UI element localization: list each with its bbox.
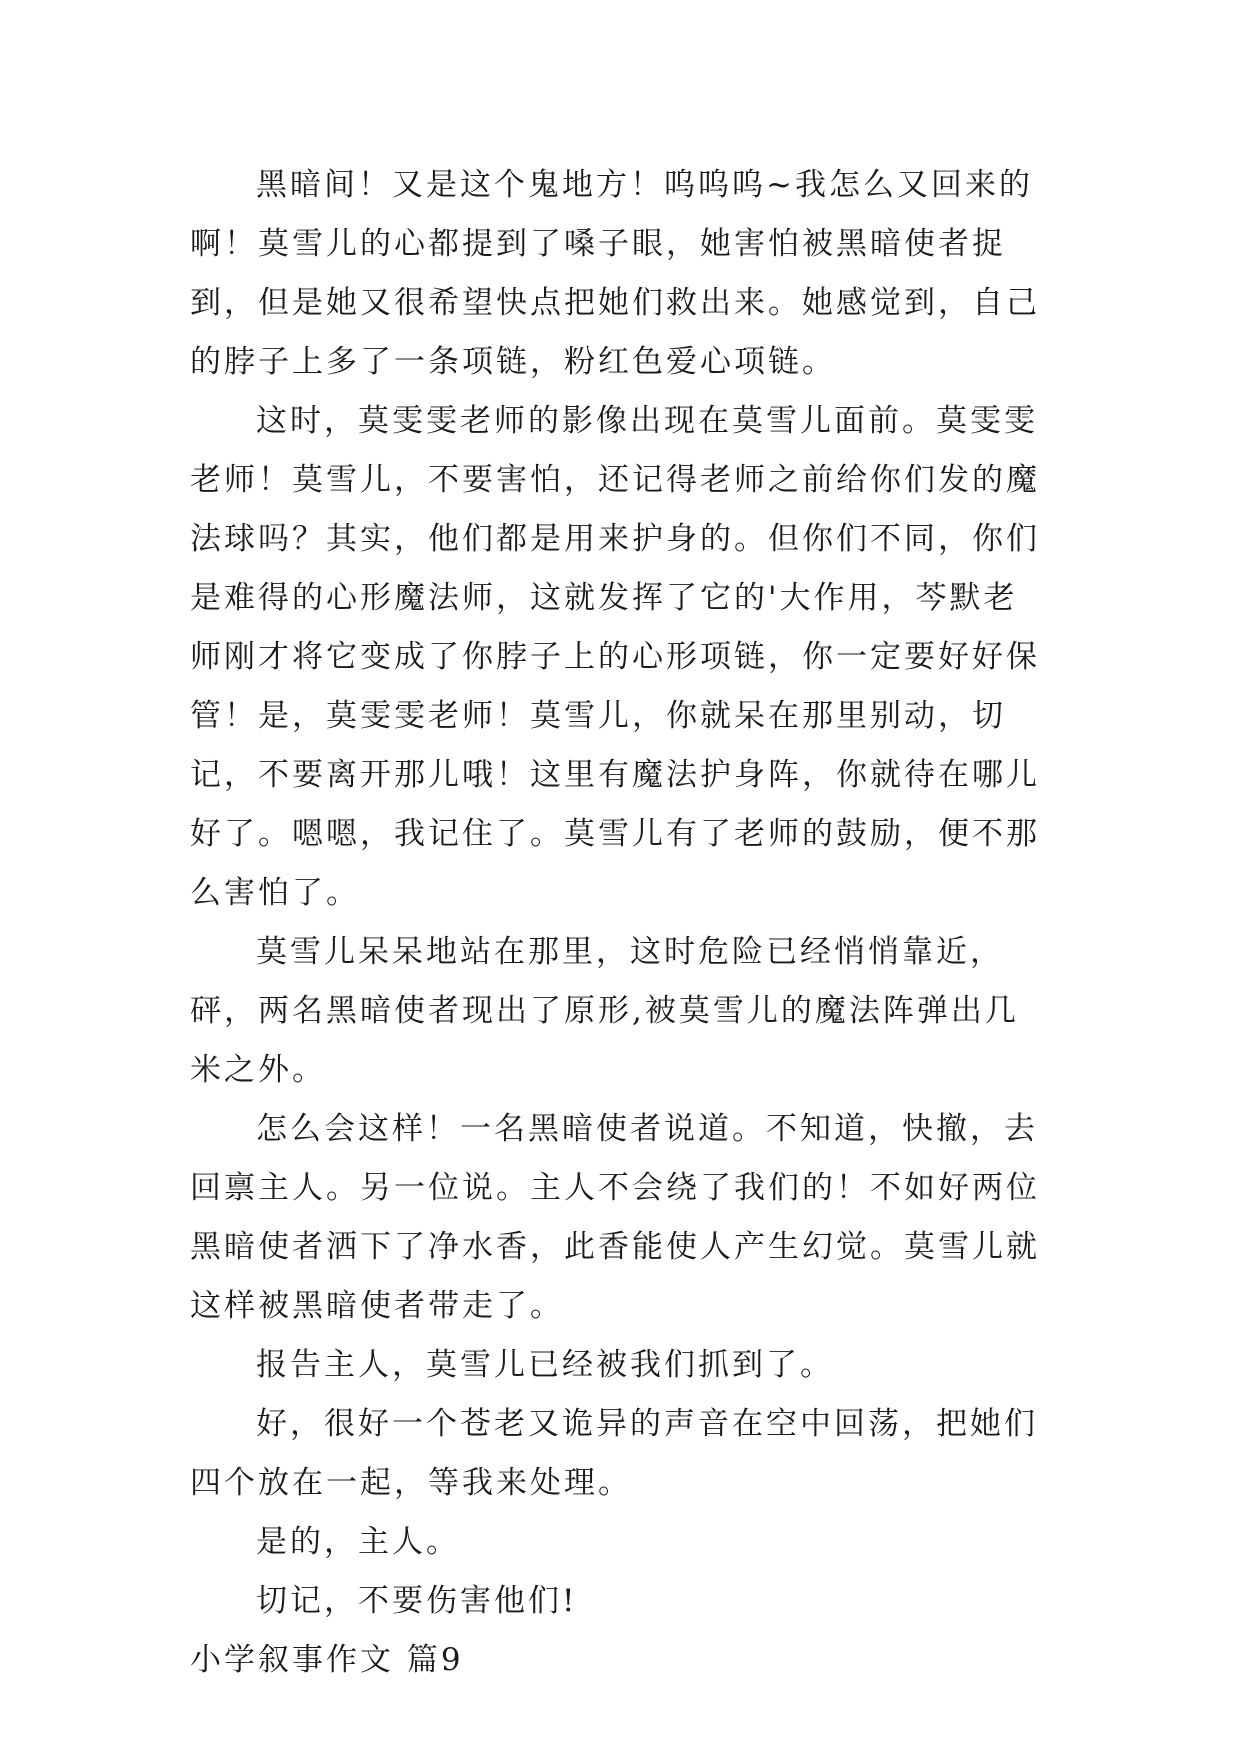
document-body <box>190 156 1050 1690</box>
paragraph-5: 报告主人，莫雪儿已经被我们抓到了。 <box>256 1347 834 1383</box>
paragraph-3: 莫雪儿呆呆地站在那里，这时危险已经悄悄靠近，砰，两名黑暗使者现出了原形,被莫雪儿的魔法阵弹出几米之外。 <box>190 934 1019 1088</box>
paragraph-6: 好，很好一个苍老又诡异的声音在空中回荡，把她们四个放在一起，等我来处理。 <box>190 1406 1038 1501</box>
section-heading: 小学叙事作文 篇9 <box>190 1642 464 1678</box>
paragraph-7: 是的，主人。 <box>256 1524 460 1560</box>
paragraph-4: 怎么会这样！一名黑暗使者说道。不知道，快撤，去回禀主人。另一位说。主人不会绕了我们的！不如好两位黑暗使者洒下了净水香，此香能使人产生幻觉。莫雪儿就这样被黑暗使者带走了。 <box>190 1111 1040 1324</box>
paragraph-2: 这时，莫雯雯老师的影像出现在莫雪儿面前。莫雯雯老师！莫雪儿，不要害怕，还记得老师之前给你们发的魔法球吗？其实，他们都是用来护身的。但你们不同，你们是难得的心形魔法师，这就发挥了它的'大作用，芩默老师刚才将它变成了你脖子上的心形项链，你一定要好好保管！是，莫雯雯老师！莫雪儿，你就呆在那里别动，切记，不要离开那儿哦！这里有魔法护身阵，你就待在哪儿好了。嗯嗯，我记住了。莫雪儿有了老师的鼓励，便不那么害怕了。 <box>190 403 1040 911</box>
paragraph-1: 黑暗间！又是这个鬼地方！呜呜呜~我怎么又回来的啊！莫雪儿的心都提到了嗓子眼，她害怕被黑暗使者捉到，但是她又很希望快点把她们救出来。她感觉到，自己的脖子上多了一条项链，粉红色爱心项链。 <box>190 167 1040 380</box>
paragraph-8: 切记，不要伤害他们! <box>256 1583 578 1619</box>
